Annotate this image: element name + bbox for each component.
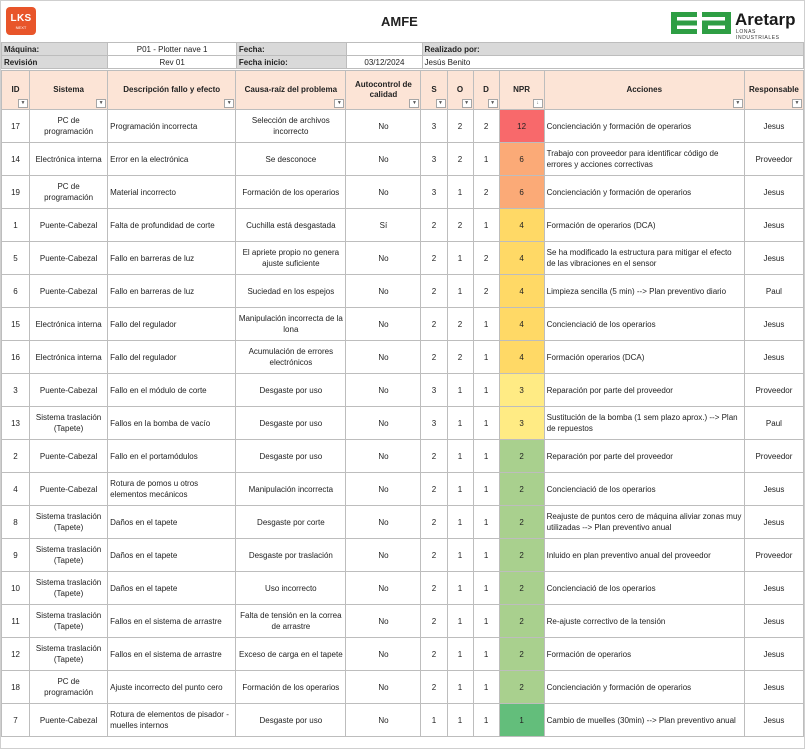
col-header-sistema[interactable]: Sistema ▼ [30, 71, 108, 110]
title-row [1, 1, 804, 43]
fecha-label: Fecha: [236, 43, 346, 56]
filter-dropdown-icon[interactable]: ▼ [792, 99, 802, 108]
col-header-fallo[interactable]: Descripción fallo y efecto ▼ [108, 71, 236, 110]
fallo-cell[interactable]: Fallo en barreras de luz [108, 275, 236, 308]
col-header-id[interactable]: ID ▼ [2, 71, 30, 110]
causa-cell[interactable]: Uso incorrecto [236, 572, 346, 605]
sistema-cell[interactable]: Puente-Cabezal [30, 374, 108, 407]
autocontrol-cell[interactable]: No [346, 341, 421, 374]
causa-cell[interactable]: Suciedad en los espejos [236, 275, 346, 308]
npr-cell[interactable]: 2 [499, 440, 544, 473]
id-cell[interactable]: 10 [2, 572, 30, 605]
responsable-cell[interactable]: Paul [744, 407, 803, 440]
autocontrol-cell[interactable]: No [346, 308, 421, 341]
table-row[interactable] [2, 572, 804, 605]
responsable-cell[interactable]: Jesus [744, 506, 803, 539]
table-row[interactable] [2, 374, 804, 407]
lks-logo: LKS NEXT [6, 7, 36, 35]
aretarp-tagline: LONAS INDUSTRIALES [736, 29, 780, 41]
d-cell[interactable]: 1 [473, 407, 499, 440]
fallo-cell[interactable]: Fallos en el sistema de arrastre [108, 638, 236, 671]
o-cell[interactable]: 1 [447, 407, 473, 440]
col-header-s[interactable]: S ▼ [421, 71, 447, 110]
realizado-label: Realizado por: [422, 43, 803, 56]
d-cell[interactable]: 2 [473, 242, 499, 275]
causa-cell[interactable]: Desgaste por uso [236, 407, 346, 440]
o-cell[interactable]: 1 [447, 539, 473, 572]
filter-dropdown-icon[interactable]: ▼ [96, 99, 106, 108]
table-row[interactable] [2, 209, 804, 242]
causa-cell[interactable]: Desgaste por corte [236, 506, 346, 539]
table-row[interactable] [2, 671, 804, 704]
id-cell[interactable]: 13 [2, 407, 30, 440]
table-row[interactable] [2, 638, 804, 671]
acciones-cell[interactable]: Re-ajuste correctivo de la tensión [544, 605, 744, 638]
npr-cell[interactable]: 4 [499, 308, 544, 341]
table-row[interactable] [2, 143, 804, 176]
sistema-cell[interactable]: Puente-Cabezal [30, 473, 108, 506]
sistema-cell[interactable]: Sistema traslación (Tapete) [30, 539, 108, 572]
table-row[interactable] [2, 506, 804, 539]
id-cell[interactable]: 15 [2, 308, 30, 341]
npr-cell[interactable]: 2 [499, 539, 544, 572]
autocontrol-cell[interactable]: No [346, 242, 421, 275]
revision-value[interactable]: Rev 01 [108, 56, 236, 69]
npr-cell[interactable]: 2 [499, 671, 544, 704]
filter-dropdown-icon[interactable]: ▼ [733, 99, 743, 108]
responsable-cell[interactable]: Proveedor [744, 440, 803, 473]
col-header-d[interactable]: D ▼ [473, 71, 499, 110]
table-row[interactable] [2, 242, 804, 275]
table-row[interactable] [2, 605, 804, 638]
table-row[interactable] [2, 440, 804, 473]
responsable-cell[interactable]: Jesus [744, 176, 803, 209]
d-cell[interactable]: 1 [473, 506, 499, 539]
s-cell[interactable]: 2 [421, 242, 447, 275]
o-cell[interactable]: 2 [447, 308, 473, 341]
acciones-cell[interactable]: Formación operarios (DCA) [544, 341, 744, 374]
col-header-causa[interactable]: Causa-raíz del problema ▼ [236, 71, 346, 110]
npr-cell[interactable]: 6 [499, 176, 544, 209]
causa-cell[interactable]: Desgaste por uso [236, 704, 346, 737]
sistema-cell[interactable]: Electrónica interna [30, 143, 108, 176]
responsable-cell[interactable]: Jesus [744, 341, 803, 374]
table-row[interactable] [2, 704, 804, 737]
o-cell[interactable]: 1 [447, 506, 473, 539]
fallo-cell[interactable]: Material incorrecto [108, 176, 236, 209]
causa-cell[interactable]: Manipulación incorrecta de la lona [236, 308, 346, 341]
table-body [2, 110, 804, 737]
table-row[interactable] [2, 539, 804, 572]
autocontrol-cell[interactable]: No [346, 407, 421, 440]
autocontrol-cell[interactable]: No [346, 374, 421, 407]
fallo-cell[interactable]: Daños en el tapete [108, 572, 236, 605]
info-table [1, 42, 804, 69]
realizado-value[interactable]: Jesús Benito [422, 56, 803, 69]
sistema-cell[interactable]: Electrónica interna [30, 341, 108, 374]
d-cell[interactable]: 1 [473, 572, 499, 605]
npr-cell[interactable]: 2 [499, 572, 544, 605]
acciones-cell[interactable]: Concienciació de los operarios [544, 308, 744, 341]
s-cell[interactable]: 2 [421, 539, 447, 572]
fecha-value[interactable] [347, 43, 422, 56]
fallo-cell[interactable]: Rotura de elementos de pisador - muelles internos [108, 704, 236, 737]
table-row[interactable] [2, 176, 804, 209]
id-cell[interactable]: 16 [2, 341, 30, 374]
fecha-inicio-label: Fecha inicio: [236, 56, 346, 69]
autocontrol-cell[interactable]: No [346, 704, 421, 737]
id-cell[interactable]: 14 [2, 143, 30, 176]
responsable-cell[interactable]: Jesus [744, 605, 803, 638]
sistema-cell[interactable]: Sistema traslación (Tapete) [30, 572, 108, 605]
npr-cell[interactable]: 2 [499, 638, 544, 671]
responsable-cell[interactable]: Proveedor [744, 539, 803, 572]
sistema-cell[interactable]: Sistema traslación (Tapete) [30, 506, 108, 539]
acciones-cell[interactable]: Concienciación y formación de operarios [544, 110, 744, 143]
o-cell[interactable]: 1 [447, 473, 473, 506]
revision-label: Revisión [2, 56, 108, 69]
s-cell[interactable]: 2 [421, 605, 447, 638]
id-cell[interactable]: 7 [2, 704, 30, 737]
autocontrol-cell[interactable]: No [346, 440, 421, 473]
id-cell[interactable]: 4 [2, 473, 30, 506]
acciones-cell[interactable]: Concienciación y formación de operarios [544, 671, 744, 704]
d-cell[interactable]: 2 [473, 176, 499, 209]
col-header-o[interactable]: O ▼ [447, 71, 473, 110]
npr-cell[interactable]: 4 [499, 275, 544, 308]
autocontrol-cell[interactable]: No [346, 671, 421, 704]
autocontrol-cell[interactable]: No [346, 572, 421, 605]
aretarp-brand-name: Aretarp [735, 10, 796, 29]
acciones-cell[interactable]: Reajuste de puntos cero de máquina aliviar zonas muy utilizadas --> Plan preventivo anual [544, 506, 744, 539]
s-cell[interactable]: 2 [421, 209, 447, 242]
d-cell[interactable]: 1 [473, 341, 499, 374]
acciones-cell[interactable]: Reparación por parte del proveedor [544, 440, 744, 473]
o-cell[interactable]: 2 [447, 341, 473, 374]
id-cell[interactable]: 17 [2, 110, 30, 143]
id-cell[interactable]: 8 [2, 506, 30, 539]
fallo-cell[interactable]: Error en la electrónica [108, 143, 236, 176]
sistema-cell[interactable]: Sistema traslación (Tapete) [30, 638, 108, 671]
col-header-acciones[interactable]: Acciones ▼ [544, 71, 744, 110]
s-cell[interactable]: 1 [421, 704, 447, 737]
o-cell[interactable]: 1 [447, 275, 473, 308]
sistema-cell[interactable]: Puente-Cabezal [30, 242, 108, 275]
responsable-cell[interactable]: Proveedor [744, 143, 803, 176]
fallo-cell[interactable]: Daños en el tapete [108, 506, 236, 539]
table-row[interactable] [2, 308, 804, 341]
id-cell[interactable]: 1 [2, 209, 30, 242]
s-cell[interactable]: 2 [421, 275, 447, 308]
table-row[interactable] [2, 407, 804, 440]
npr-cell[interactable]: 12 [499, 110, 544, 143]
filter-dropdown-icon[interactable]: ▼ [18, 99, 28, 108]
o-cell[interactable]: 1 [447, 176, 473, 209]
acciones-cell[interactable]: Concienciació de los operarios [544, 572, 744, 605]
fallo-cell[interactable]: Ajuste incorrecto del punto cero [108, 671, 236, 704]
o-cell[interactable]: 1 [447, 671, 473, 704]
causa-cell[interactable]: Cuchilla está desgastada [236, 209, 346, 242]
s-cell[interactable]: 3 [421, 176, 447, 209]
responsable-cell[interactable]: Jesus [744, 308, 803, 341]
d-cell[interactable]: 2 [473, 275, 499, 308]
sistema-cell[interactable]: PC de programación [30, 110, 108, 143]
causa-cell[interactable]: Falta de tensión en la correa de arrastre [236, 605, 346, 638]
o-cell[interactable]: 1 [447, 374, 473, 407]
acciones-cell[interactable]: Limpieza sencilla (5 min) --> Plan preventivo diario [544, 275, 744, 308]
responsable-cell[interactable]: Jesus [744, 242, 803, 275]
causa-cell[interactable]: Desgaste por uso [236, 440, 346, 473]
causa-cell[interactable]: El apriete propio no genera ajuste suficiente [236, 242, 346, 275]
aretarp-logo [671, 10, 801, 41]
table-row[interactable] [2, 275, 804, 308]
responsable-cell[interactable]: Jesus [744, 110, 803, 143]
filter-dropdown-icon[interactable]: ▼ [224, 99, 234, 108]
d-cell[interactable]: 1 [473, 374, 499, 407]
s-cell[interactable]: 3 [421, 407, 447, 440]
d-cell[interactable]: 1 [473, 671, 499, 704]
causa-cell[interactable]: Se desconoce [236, 143, 346, 176]
npr-cell[interactable]: 1 [499, 704, 544, 737]
npr-cell[interactable]: 4 [499, 242, 544, 275]
id-cell[interactable]: 9 [2, 539, 30, 572]
id-cell[interactable]: 6 [2, 275, 30, 308]
d-cell[interactable]: 2 [473, 110, 499, 143]
npr-cell[interactable]: 4 [499, 341, 544, 374]
o-cell[interactable]: 1 [447, 638, 473, 671]
d-cell[interactable]: 1 [473, 209, 499, 242]
s-cell[interactable]: 2 [421, 638, 447, 671]
maquina-value[interactable]: P01 - Plotter nave 1 [108, 43, 236, 56]
s-cell[interactable]: 2 [421, 572, 447, 605]
s-cell[interactable]: 2 [421, 671, 447, 704]
fallo-cell[interactable]: Fallo del regulador [108, 341, 236, 374]
s-cell[interactable]: 3 [421, 374, 447, 407]
fallo-cell[interactable]: Falta de profundidad de corte [108, 209, 236, 242]
acciones-cell[interactable]: Se ha modificado la estructura para mitigar el efecto de las vibraciones en el sensor [544, 242, 744, 275]
table-row[interactable] [2, 473, 804, 506]
filter-dropdown-icon[interactable]: ▼ [488, 99, 498, 108]
responsable-cell[interactable]: Proveedor [744, 374, 803, 407]
autocontrol-cell[interactable]: No [346, 110, 421, 143]
responsable-cell[interactable]: Jesus [744, 638, 803, 671]
filter-dropdown-icon[interactable]: ▼ [462, 99, 472, 108]
autocontrol-cell[interactable]: No [346, 539, 421, 572]
maquina-label: Máquina: [2, 43, 108, 56]
col-header-responsable[interactable]: Responsable ▼ [744, 71, 803, 110]
fallo-cell[interactable]: Fallos en el sistema de arrastre [108, 605, 236, 638]
d-cell[interactable]: 1 [473, 308, 499, 341]
sort-descending-icon[interactable]: ↓ [533, 99, 543, 108]
causa-cell[interactable]: Desgaste por traslación [236, 539, 346, 572]
fallo-cell[interactable]: Fallo en el módulo de corte [108, 374, 236, 407]
d-cell[interactable]: 1 [473, 704, 499, 737]
sistema-cell[interactable]: PC de programación [30, 176, 108, 209]
sistema-cell[interactable]: Puente-Cabezal [30, 440, 108, 473]
sistema-cell[interactable]: Puente-Cabezal [30, 275, 108, 308]
npr-cell[interactable]: 2 [499, 506, 544, 539]
fecha-inicio-value[interactable]: 03/12/2024 [347, 56, 422, 69]
autocontrol-cell[interactable]: No [346, 473, 421, 506]
d-cell[interactable]: 1 [473, 473, 499, 506]
table-row[interactable] [2, 110, 804, 143]
acciones-cell[interactable]: Cambio de muelles (30min) --> Plan preventivo anual [544, 704, 744, 737]
acciones-cell[interactable]: Sustitución de la bomba (1 sem plazo aprox.) --> Plan de repuestos [544, 407, 744, 440]
responsable-cell[interactable]: Jesus [744, 209, 803, 242]
sistema-cell[interactable]: Sistema traslación (Tapete) [30, 407, 108, 440]
sistema-cell[interactable]: Puente-Cabezal [30, 209, 108, 242]
causa-cell[interactable]: Acumulación de errores electrónicos [236, 341, 346, 374]
autocontrol-cell[interactable]: No [346, 506, 421, 539]
id-cell[interactable]: 12 [2, 638, 30, 671]
npr-cell[interactable]: 2 [499, 605, 544, 638]
npr-cell[interactable]: 2 [499, 473, 544, 506]
id-cell[interactable]: 11 [2, 605, 30, 638]
filter-dropdown-icon[interactable]: ▼ [334, 99, 344, 108]
o-cell[interactable]: 1 [447, 242, 473, 275]
acciones-cell[interactable]: Formación de operarios (DCA) [544, 209, 744, 242]
o-cell[interactable]: 2 [447, 209, 473, 242]
id-cell[interactable]: 19 [2, 176, 30, 209]
sistema-cell[interactable]: Sistema traslación (Tapete) [30, 605, 108, 638]
autocontrol-cell[interactable]: No [346, 275, 421, 308]
autocontrol-cell[interactable]: No [346, 605, 421, 638]
responsable-cell[interactable]: Jesus [744, 572, 803, 605]
causa-cell[interactable]: Formación de los operarios [236, 671, 346, 704]
npr-cell[interactable]: 3 [499, 407, 544, 440]
d-cell[interactable]: 1 [473, 440, 499, 473]
autocontrol-cell[interactable]: No [346, 176, 421, 209]
o-cell[interactable]: 1 [447, 440, 473, 473]
acciones-cell[interactable]: Concienciació de los operarios [544, 473, 744, 506]
s-cell[interactable]: 2 [421, 440, 447, 473]
npr-cell[interactable]: 6 [499, 143, 544, 176]
o-cell[interactable]: 2 [447, 143, 473, 176]
s-cell[interactable]: 2 [421, 506, 447, 539]
table-row[interactable] [2, 341, 804, 374]
o-cell[interactable]: 1 [447, 605, 473, 638]
responsable-cell[interactable]: Jesus [744, 671, 803, 704]
s-cell[interactable]: 2 [421, 308, 447, 341]
sistema-cell[interactable]: Electrónica interna [30, 308, 108, 341]
o-cell[interactable]: 1 [447, 704, 473, 737]
o-cell[interactable]: 2 [447, 110, 473, 143]
acciones-cell[interactable]: Inluido en plan preventivo anual del proveedor [544, 539, 744, 572]
autocontrol-cell[interactable]: No [346, 638, 421, 671]
responsable-cell[interactable]: Paul [744, 275, 803, 308]
causa-cell[interactable]: Exceso de carga en el tapete [236, 638, 346, 671]
fallo-cell[interactable]: Fallo en barreras de luz [108, 242, 236, 275]
document-title: AMFE [381, 14, 418, 29]
autocontrol-cell[interactable]: No [346, 143, 421, 176]
d-cell[interactable]: 1 [473, 638, 499, 671]
d-cell[interactable]: 1 [473, 539, 499, 572]
o-cell[interactable]: 1 [447, 572, 473, 605]
sistema-cell[interactable]: Puente-Cabezal [30, 704, 108, 737]
s-cell[interactable]: 2 [421, 341, 447, 374]
id-cell[interactable]: 18 [2, 671, 30, 704]
fallo-cell[interactable]: Daños en el tapete [108, 539, 236, 572]
id-cell[interactable]: 5 [2, 242, 30, 275]
fallo-cell[interactable]: Fallos en la bomba de vacío [108, 407, 236, 440]
npr-cell[interactable]: 4 [499, 209, 544, 242]
responsable-cell[interactable]: Jesus [744, 704, 803, 737]
s-cell[interactable]: 2 [421, 473, 447, 506]
acciones-cell[interactable]: Reparación por parte del proveedor [544, 374, 744, 407]
header-row [2, 71, 804, 110]
col-header-npr[interactable]: NPR ↓ [499, 71, 544, 110]
sistema-cell[interactable]: PC de programación [30, 671, 108, 704]
causa-cell[interactable]: Selección de archivos incorrecto [236, 110, 346, 143]
causa-cell[interactable]: Manipulación incorrecta [236, 473, 346, 506]
causa-cell[interactable]: Desgaste por uso [236, 374, 346, 407]
causa-cell[interactable]: Formación de los operarios [236, 176, 346, 209]
fallo-cell[interactable]: Rotura de pomos u otros elementos mecánicos [108, 473, 236, 506]
id-cell[interactable]: 2 [2, 440, 30, 473]
acciones-cell[interactable]: Formación de operarios [544, 638, 744, 671]
npr-cell[interactable]: 3 [499, 374, 544, 407]
responsable-cell[interactable]: Jesus [744, 473, 803, 506]
amfe-table [1, 70, 804, 737]
fallo-cell[interactable]: Programación incorrecta [108, 110, 236, 143]
col-header-autocontrol[interactable]: Autocontrol de calidad ▼ [346, 71, 421, 110]
d-cell[interactable]: 1 [473, 605, 499, 638]
s-cell[interactable]: 3 [421, 143, 447, 176]
id-cell[interactable]: 3 [2, 374, 30, 407]
aretarp-mark-icon [671, 12, 731, 34]
fallo-cell[interactable]: Fallo en el portamódulos [108, 440, 236, 473]
filter-dropdown-icon[interactable]: ▼ [436, 99, 446, 108]
s-cell[interactable]: 3 [421, 110, 447, 143]
filter-dropdown-icon[interactable]: ▼ [409, 99, 419, 108]
autocontrol-cell[interactable]: Sí [346, 209, 421, 242]
fallo-cell[interactable]: Fallo del regulador [108, 308, 236, 341]
d-cell[interactable]: 1 [473, 143, 499, 176]
acciones-cell[interactable]: Trabajo con proveedor para identificar código de errores y acciones correctivas [544, 143, 744, 176]
acciones-cell[interactable]: Concienciación y formación de operarios [544, 176, 744, 209]
